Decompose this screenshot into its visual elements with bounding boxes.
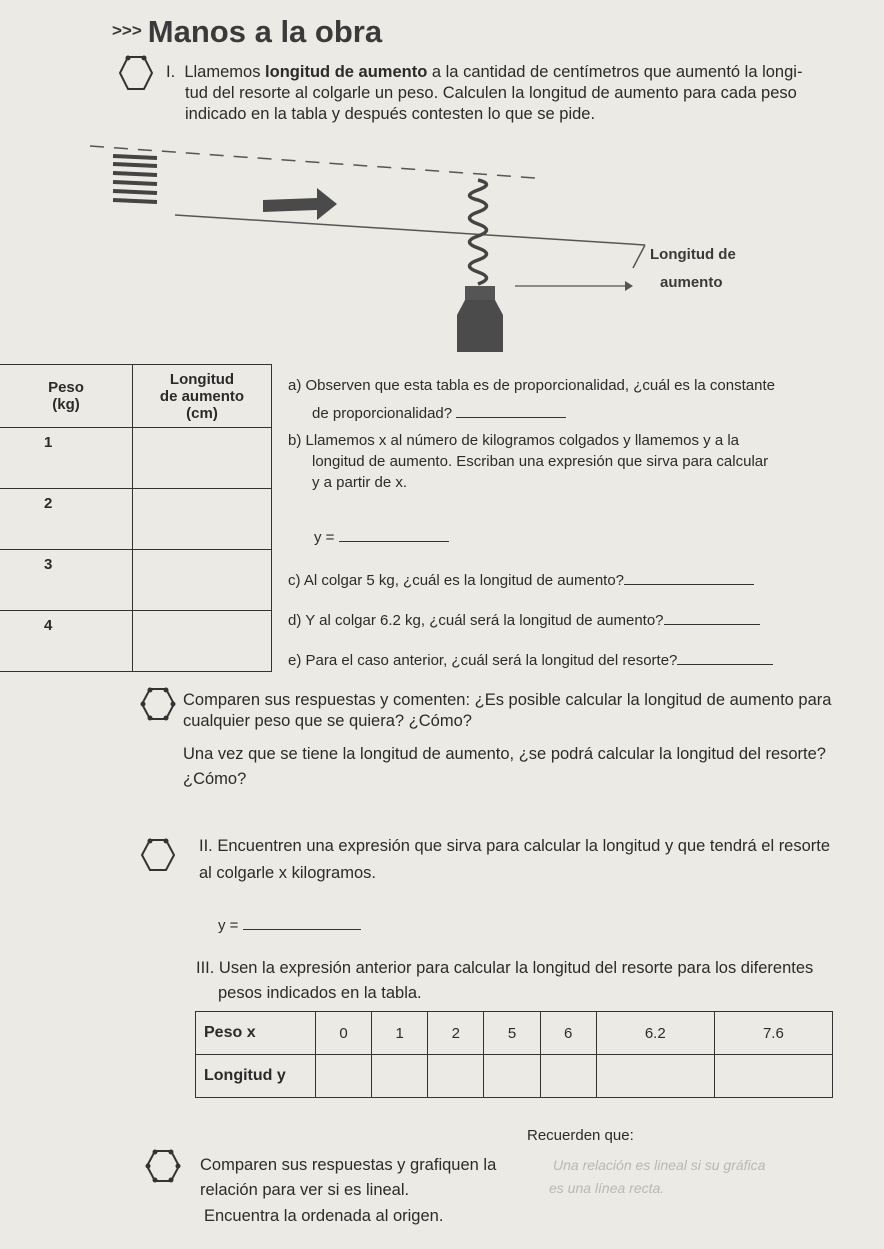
weight-cell: 6 xyxy=(540,1012,596,1055)
weight-cell: 6.2 xyxy=(596,1012,714,1055)
compare1-line4: ¿Cómo? xyxy=(183,770,247,788)
answer-blank-d[interactable] xyxy=(664,624,760,625)
question-c-text: c) Al colgar 5 kg, ¿cuál es la longitud de aumento? xyxy=(288,572,625,589)
question-a xyxy=(288,375,868,424)
team-hexagon-icon xyxy=(140,686,176,722)
question-b-line2: longitud de aumento. Escriban una expresión que sirva para calcular xyxy=(312,453,769,470)
question-c xyxy=(288,570,754,591)
team-hexagon-icon xyxy=(118,55,154,91)
answer-cell[interactable] xyxy=(714,1055,832,1098)
table-row xyxy=(0,611,272,672)
equation-b xyxy=(314,527,449,548)
part1-numeral: I. xyxy=(166,63,176,81)
right-arrow-icon xyxy=(263,188,337,220)
answer-blank-a[interactable] xyxy=(456,417,566,418)
part1-line3: indicado en la tabla y después contesten lo que se pide. xyxy=(185,105,596,123)
table-row xyxy=(0,428,272,489)
question-b-line3: y a partir de x. xyxy=(312,474,408,491)
remember-heading: Recuerden que: xyxy=(527,1127,634,1144)
answer-blank-e[interactable] xyxy=(677,664,773,665)
compare1-line2: cualquier peso que se quiera? ¿Cómo? xyxy=(183,712,472,730)
weight xyxy=(457,300,503,352)
answer-blank-b[interactable] xyxy=(339,541,449,542)
weight-cell: 3 xyxy=(0,550,133,611)
part2-line1: II. Encuentren una expresión que sirva para calcular la longitud y que tendrá el resorte xyxy=(199,837,831,855)
header-longitud xyxy=(133,365,272,428)
team-hexagon-icon xyxy=(140,837,176,873)
question-e-text: e) Para el caso anterior, ¿cuál será la longitud del resorte? xyxy=(288,652,678,669)
label-aumento: aumento xyxy=(660,274,723,291)
equation-2-label: y = xyxy=(218,917,239,934)
answer-blank-2[interactable] xyxy=(243,929,361,930)
weight-length-table xyxy=(0,364,272,672)
part1-line2: tud del resorte al colgarle un peso. Calculen la longitud de aumento para cada peso xyxy=(185,84,797,102)
question-e xyxy=(288,650,773,671)
answer-cell[interactable] xyxy=(540,1055,596,1098)
question-a-line2: de proporcionalidad? xyxy=(312,405,453,422)
remember-note-line2: es una línea recta. xyxy=(549,1180,665,1196)
label-longitud-de: Longitud de xyxy=(650,246,736,263)
equation-b-label: y = xyxy=(314,529,335,546)
part2-line2: al colgarle x kilogramos. xyxy=(199,864,376,882)
header-peso-line1: Peso xyxy=(48,379,84,396)
header-peso-line2: (kg) xyxy=(52,396,80,413)
part1-term: longitud de aumento xyxy=(265,63,428,81)
weight-cell: 0 xyxy=(316,1012,372,1055)
header-longitud-line3: (cm) xyxy=(186,404,218,422)
compare1-line1: Comparen sus respuestas y comenten: ¿Es posible calcular la longitud de aumento para xyxy=(183,691,832,709)
question-b-line1: b) Llamemos x al número de kilogramos colgados y llamemos y a la xyxy=(288,432,740,449)
header-longitud-line1: Longitud xyxy=(169,370,235,388)
hook xyxy=(465,286,495,300)
team-hexagon-icon xyxy=(145,1148,181,1184)
remember-note-line1: Una relación es lineal si su gráfica xyxy=(553,1157,766,1173)
reference-line xyxy=(175,215,645,245)
question-d xyxy=(288,610,760,631)
table2-row-peso xyxy=(196,1012,833,1055)
header-longitud-line2: de aumento xyxy=(159,387,245,405)
part1-text-cont: a la cantidad de centímetros que aumentó la longi- xyxy=(427,63,803,81)
weight-cell: 2 xyxy=(0,489,133,550)
row-label-longitud: Longitud y xyxy=(196,1055,316,1098)
weight-cell: 2 xyxy=(428,1012,484,1055)
part3-line2: pesos indicados en la tabla. xyxy=(218,984,422,1002)
question-d-text: d) Y al colgar 6.2 kg, ¿cuál será la longitud de aumento? xyxy=(288,612,664,629)
header-peso xyxy=(0,365,133,428)
answer-cell[interactable] xyxy=(484,1055,540,1098)
compare2-line2: relación para ver si es lineal. xyxy=(200,1181,410,1199)
answer-cell[interactable] xyxy=(316,1055,372,1098)
answer-cell[interactable] xyxy=(133,611,272,672)
equation-2 xyxy=(218,915,361,936)
weight-length-table-2 xyxy=(195,1011,833,1098)
answer-cell[interactable] xyxy=(133,550,272,611)
table-row xyxy=(0,489,272,550)
section-arrows: >>> xyxy=(112,21,142,40)
part3-line1: III. Usen la expresión anterior para calcular la longitud del resorte para los diferentes xyxy=(196,959,814,977)
weight-cell: 1 xyxy=(0,428,133,489)
compare2-instructions xyxy=(200,1155,520,1201)
answer-cell[interactable] xyxy=(133,428,272,489)
answer-cell[interactable] xyxy=(133,489,272,550)
compare1-line3: Una vez que se tiene la longitud de aumento, ¿se podrá calcular la longitud del resorte? xyxy=(183,745,826,763)
answer-cell[interactable] xyxy=(596,1055,714,1098)
table2-row-longitud xyxy=(196,1055,833,1098)
weight-cell: 1 xyxy=(372,1012,428,1055)
section-title-text: Manos a la obra xyxy=(147,14,383,49)
loaded-spring xyxy=(470,180,487,284)
part2-instructions xyxy=(199,836,869,884)
compare-discussion xyxy=(183,690,863,790)
row-label-peso: Peso x xyxy=(196,1012,316,1055)
origin-instruction: Encuentra la ordenada al origen. xyxy=(204,1207,444,1225)
section-title xyxy=(112,14,382,50)
question-a-line1: a) Observen que esta tabla es de proporcionalidad, ¿cuál es la constante xyxy=(288,377,775,394)
part1-text: Llamemos xyxy=(184,63,266,81)
answer-cell[interactable] xyxy=(372,1055,428,1098)
weight-cell: 4 xyxy=(0,611,133,672)
weight-cell: 7.6 xyxy=(714,1012,832,1055)
table-row xyxy=(0,550,272,611)
table1-header xyxy=(0,365,272,428)
answer-blank-c[interactable] xyxy=(624,584,754,585)
weight-cell: 5 xyxy=(484,1012,540,1055)
answer-cell[interactable] xyxy=(428,1055,484,1098)
unloaded-spring xyxy=(113,156,157,202)
part1-instructions xyxy=(166,62,866,125)
compare2-line1: Comparen sus respuestas y grafiquen la xyxy=(200,1156,497,1174)
part3-instructions xyxy=(196,958,866,1004)
question-b xyxy=(288,430,868,493)
